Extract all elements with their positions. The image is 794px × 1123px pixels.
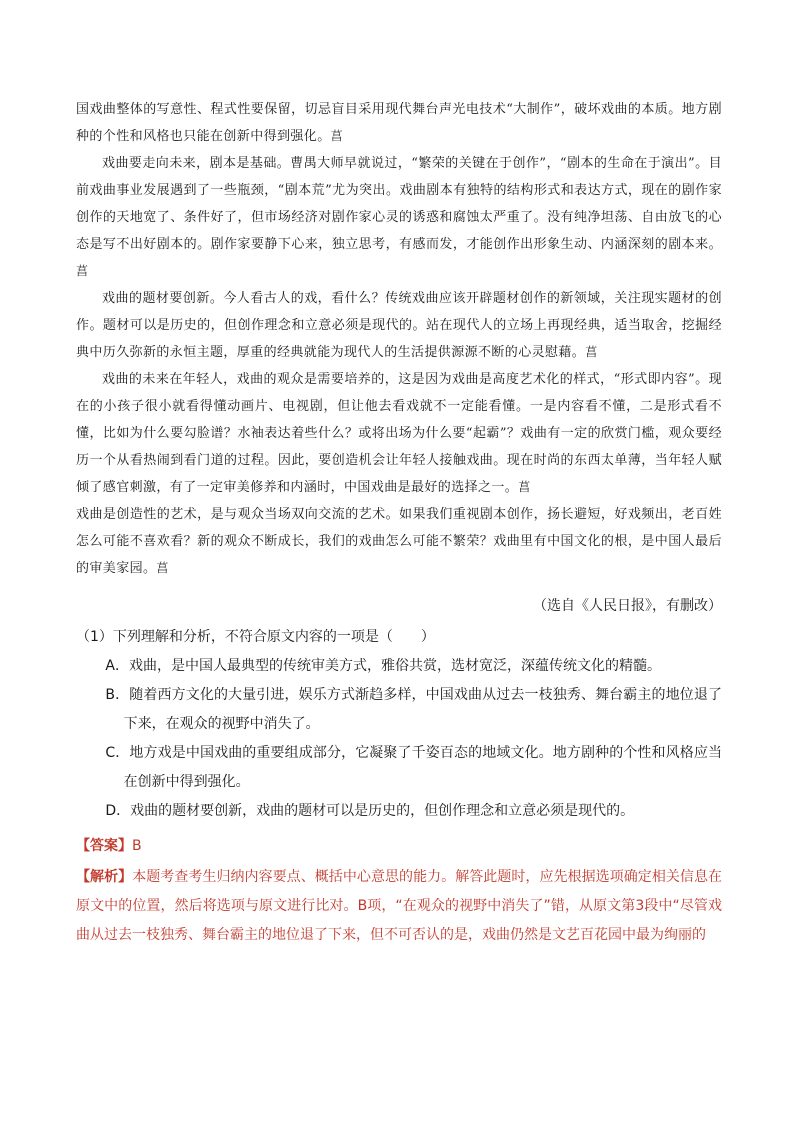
option-b: B．随着西方文化的大量引进，娱乐方式渐趋多样，中国戏曲从过去一枝独秀、舞台霸主的地位退了下来，在观众的视野中消失了。 (105, 687, 722, 732)
paragraph-mark: 菖 (585, 345, 598, 359)
answer-value: B (132, 838, 142, 854)
paragraph-text: 戏曲的题材要创新。今人看古人的戏，看什么？传统戏曲应该开辟题材创作的新领域，关注现实题材的创作。题材可以是历史的，但创作理念和立意必须是现代的。站在现代人的立场上再现经典，适当取舍，挖掘经典中历久弥新的永恒主题，厚重的经典就能为现代人的生活提供源源不断的心灵慰藉。 (76, 291, 722, 360)
paragraph-mark: 菖 (76, 264, 89, 278)
analysis-block (76, 863, 722, 950)
paragraph-text: 戏曲要走向未来，剧本是基础。曹禺大师早就说过，“繁荣的关键在于创作”，“剧本的生命在于演出”。目前戏曲事业发展遇到了一些瓶颈，“剧本荒”尤为突出。戏曲剧本有独特的结构形式和表达方式，现在的剧作家创作的天地宽了、条件好了，但市场经济对剧作家心灵的诱惑和腐蚀太严重了。没有纯净坦荡、自由放飞的心态是写不出好剧本的。剧作家要静下心来，独立思考，有感而发，才能创作出形象生动、内涵深刻的剧本来。 (76, 156, 722, 252)
option-c: C．地方戏是中国戏曲的重要组成部分，它凝聚了千姿百态的地域文化。地方剧种的个性和风格应当在创新中得到强化。 (105, 745, 722, 790)
option-d: D．戏曲的题材要创新，戏曲的题材可以是历史的，但创作理念和立意必须是现代的。 (105, 803, 635, 819)
answer-line (76, 832, 722, 861)
paragraph-text: 戏曲的未来在年轻人，戏曲的观众是需要培养的，这是因为戏曲是高度艺术化的样式，“形式即内容”。现在的小孩子很小就看得懂动画片、电视剧，但让他去看戏就不一定能看懂。一是内容看不懂，二是形式看不懂，比如为什么要勾脸谱？水袖表达着些什么？或将出场为什么要“起霸”？戏曲有一定的欣赏门槛，观众要经历一个从看热闹到看门道的过程。因此，要创造机会让年轻人接触戏曲。现在时尚的东西太单薄，当年轻人赋倾了感官刺激，有了一定审美修养和内涵时，中国戏曲是最好的选择之一。 (76, 372, 722, 495)
paragraph-mark: 菖 (330, 129, 344, 143)
question-stem: （1）下列理解和分析，不符合原文内容的一项是（ ） (76, 629, 435, 645)
analysis-text: 本题考查考生归纳内容要点、概括中心意思的能力。解答此题时，应先根据选项确定相关信息在原文中的位置，然后将选项与原文进行比对。B项，“在观众的视野中消失了”错，从原文第3段中“尽管戏曲从过去一枝独秀、舞台霸主的地位退了下来，但不可否认的是，戏曲仍然是文艺百花园中最为绚丽的 (76, 869, 723, 943)
option-a: A．戏曲，是中国人最典型的传统审美方式，雅俗共赏，选材宽泛，深蕴传统文化的精髓。 (105, 658, 661, 674)
article-source: （选自《人民日报》，有删改） (533, 598, 722, 614)
answer-tag: 【答案】 (76, 838, 132, 854)
article-paragraph-2 (76, 150, 722, 285)
question-block (76, 623, 722, 950)
article-paragraph-3 (76, 285, 722, 366)
article-paragraph-4 (76, 366, 722, 501)
article-paragraph-5 (76, 501, 722, 582)
article-body (76, 96, 722, 582)
paragraph-mark: 菖 (518, 480, 531, 494)
article-paragraph-1 (76, 96, 722, 150)
paragraph-mark: 菖 (156, 561, 169, 575)
paragraph-text: 戏曲是创造性的艺术，是与观众当场双向交流的艺术。如果我们重视剧本创作，扬长避短，好戏频出，老百姓怎么可能不喜欢看？新的观众不断成长，我们的戏曲怎么可能不繁荣？戏曲里有中国文化的根，是中国人最后的审美家园。 (76, 507, 722, 576)
paragraph-text: 国戏曲整体的写意性、程式性要保留，切忌盲目采用现代舞台声光电技术“大制作”，破坏戏曲的本质。地方剧种的个性和风格也只能在创新中得到强化。 (76, 102, 722, 144)
document-page (76, 96, 722, 950)
analysis-tag: 【解析】 (76, 869, 133, 885)
